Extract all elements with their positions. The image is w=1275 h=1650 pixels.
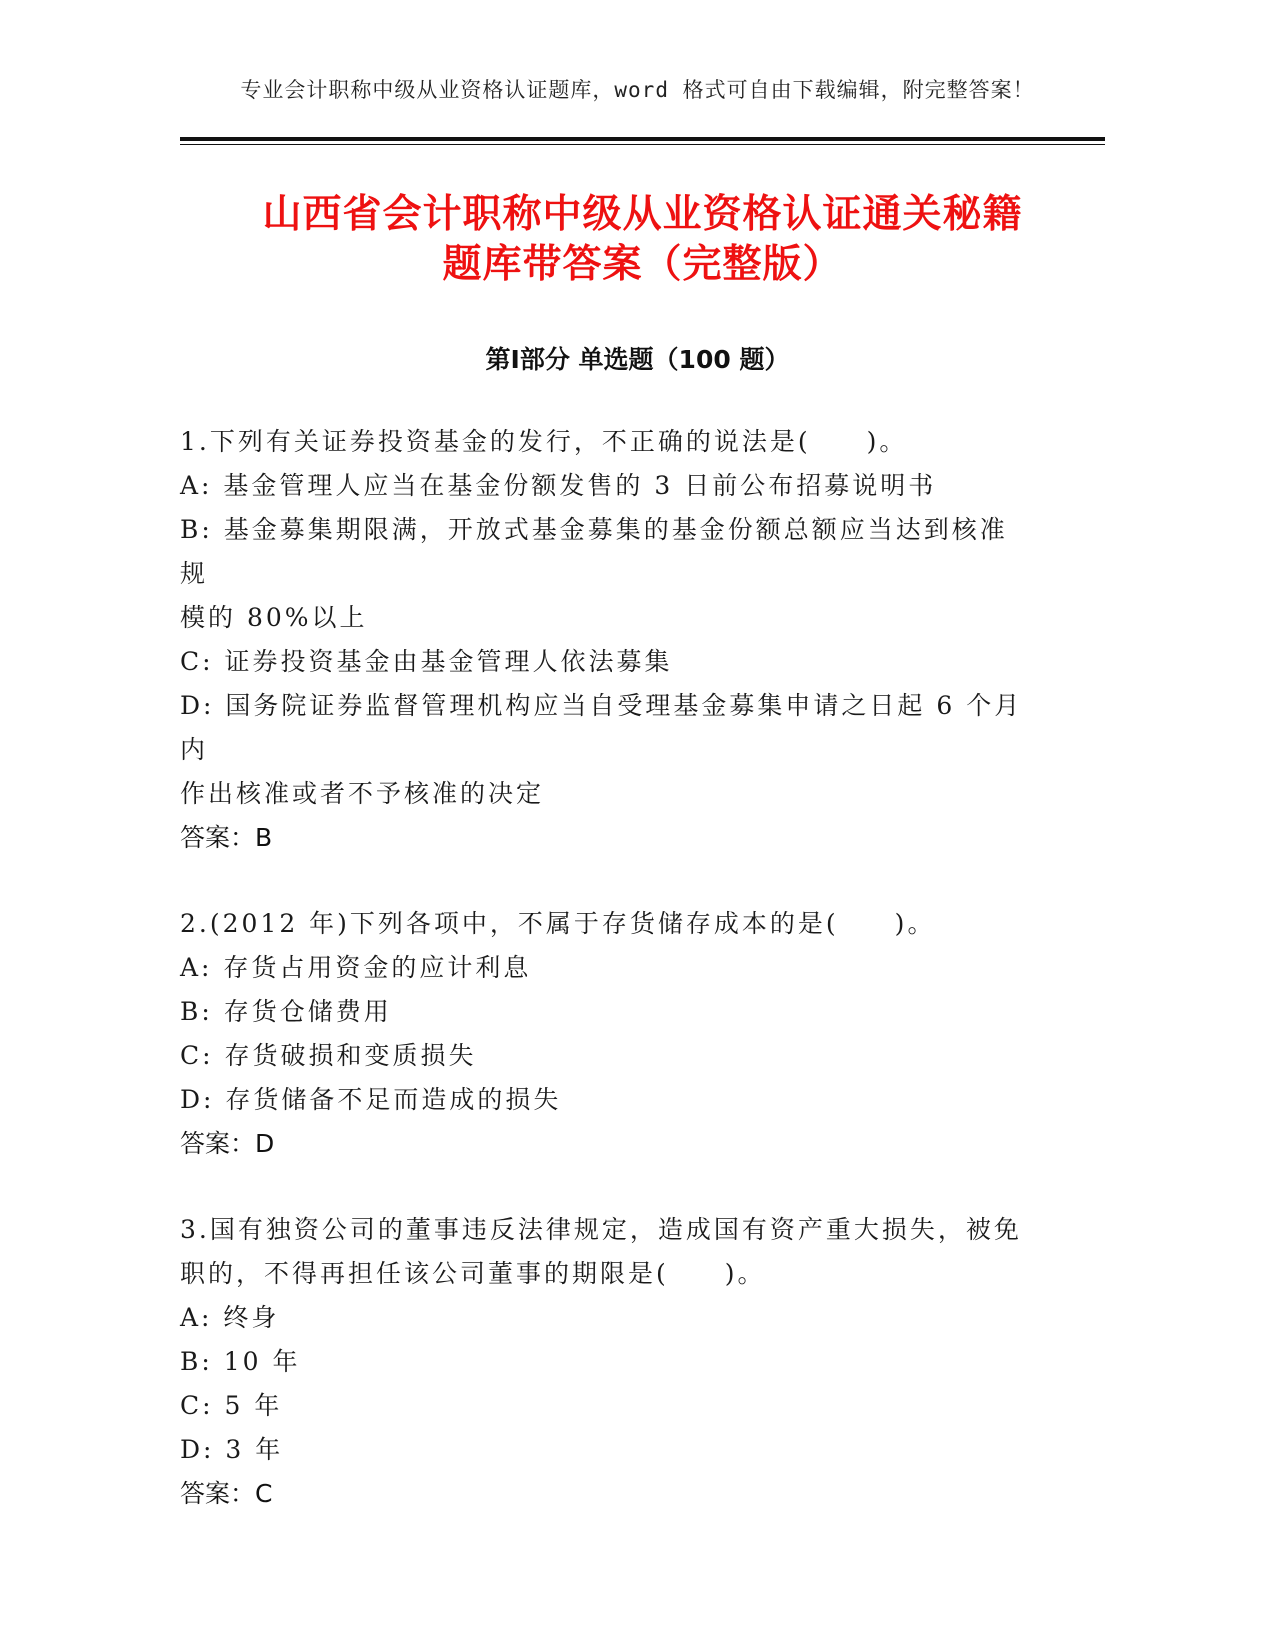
answer: 答案：C [180, 1479, 273, 1508]
header-divider-thin [180, 144, 1105, 145]
question-stem: 3.国有独资公司的董事违反法律规定，造成国有资产重大损失，被免 [180, 1215, 1022, 1244]
answer: 答案：B [180, 823, 273, 852]
option-c: C: 存货破损和变质损失 [180, 1041, 477, 1070]
document-title-line-2: 题库带答案（完整版） [442, 242, 843, 287]
option-d: D: 存货储备不足而造成的损失 [180, 1085, 562, 1114]
option-c: C: 证券投资基金由基金管理人依法募集 [180, 647, 673, 676]
option-d-continued: 作出核准或者不予核准的决定 [180, 779, 545, 808]
option-b: B: 存货仓储费用 [180, 997, 392, 1026]
option-a: A: 终身 [180, 1303, 280, 1332]
question-stem: 1.下列有关证券投资基金的发行，不正确的说法是( )。 [180, 427, 908, 456]
question-list [180, 420, 1030, 1558]
document-title [180, 190, 1105, 290]
question-1 [180, 420, 1030, 860]
document-title-line-1: 山西省会计职称中级从业资格认证通关秘籍 [262, 192, 1023, 237]
question-3 [180, 1208, 1030, 1516]
header-divider-thick [180, 137, 1105, 141]
option-a: A: 存货占用资金的应计利息 [180, 953, 532, 982]
option-d: D: 3 年 [180, 1435, 284, 1464]
question-stem-continued: 职的，不得再担任该公司董事的期限是( )。 [180, 1259, 766, 1288]
option-b: B: 10 年 [180, 1347, 301, 1376]
option-a: A: 基金管理人应当在基金份额发售的 3 日前公布招募说明书 [180, 471, 937, 500]
section-title: 第Ⅰ部分 单选题（100 题） [485, 345, 790, 374]
question-2 [180, 902, 1030, 1166]
option-d: D: 国务院证券监督管理机构应当自受理基金募集申请之日起 6 个月内 [180, 691, 1023, 764]
page-header-text: 专业会计职称中级从业资格认证题库，word 格式可自由下载编辑，附完整答案！ [240, 78, 1035, 102]
option-c: C: 5 年 [180, 1391, 283, 1420]
option-b-continued: 模的 80%以上 [180, 603, 368, 632]
option-b: B: 基金募集期限满，开放式基金募集的基金份额总额应当达到核准规 [180, 515, 1008, 588]
answer: 答案：D [180, 1129, 275, 1158]
question-stem: 2.(2012 年)下列各项中，不属于存货储存成本的是( )。 [180, 909, 936, 938]
